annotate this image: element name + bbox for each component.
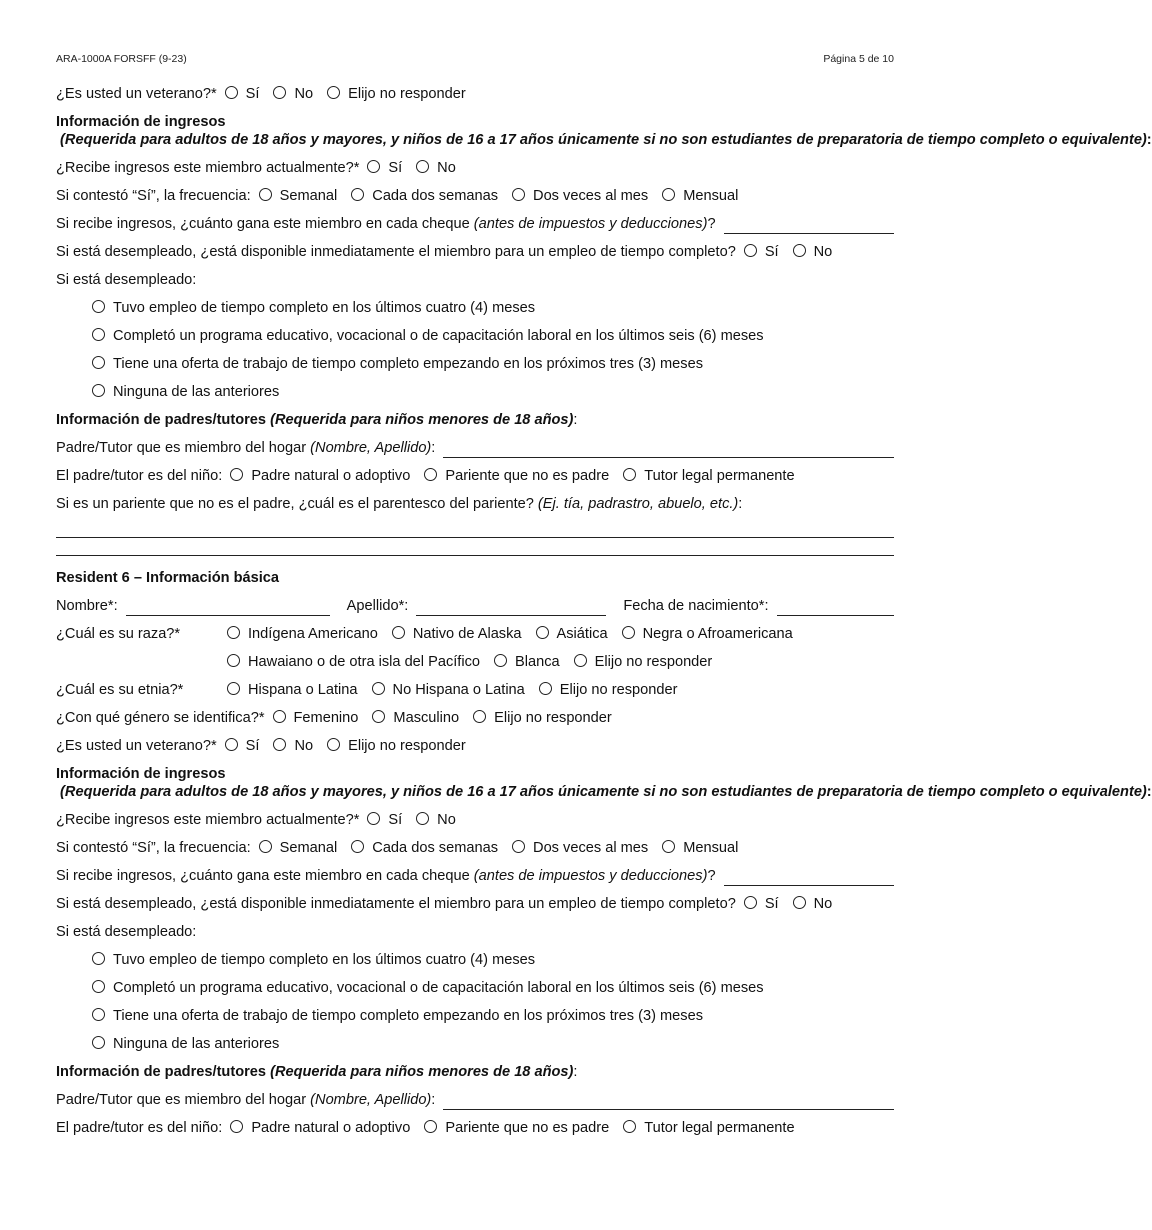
r6-available-no-radio[interactable] xyxy=(793,896,806,909)
r6-unemployed-opt2-label: Completó un programa educativo, vocacional o de capacitación laboral en los últimos seis (6) meses xyxy=(113,980,764,996)
relation-parent-radio[interactable] xyxy=(230,468,243,481)
veteran-yes-radio[interactable] xyxy=(225,86,238,99)
amount-label-note: (antes de impuestos y deducciones) xyxy=(473,216,708,232)
unemployed-opt2-label: Completó un programa educativo, vocacional o de capacitación laboral en los últimos seis (6) meses xyxy=(113,328,764,344)
r6-freq-weekly-label: Semanal xyxy=(279,840,338,856)
available-label: Si está desempleado, ¿está disponible inmediatamente el miembro para un empleo de tiempo completo? xyxy=(56,244,736,260)
r6-receives-no-radio[interactable] xyxy=(416,812,429,825)
last-name-field[interactable] xyxy=(416,601,606,616)
receives-yes-label: Sí xyxy=(388,160,403,176)
gender-female-label: Femenino xyxy=(293,710,359,726)
gender-prefer-not-label: Elijo no responder xyxy=(494,710,612,726)
freq-monthly-label: Mensual xyxy=(683,188,739,204)
income-heading-note: (Requerida para adultos de 18 años y mayores, y niños de 16 a 17 años únicamente si no son estudiantes de preparatoria de tiempo completo o equivalente) xyxy=(56,132,1147,148)
ethnicity-hispanic-label: Hispana o Latina xyxy=(248,682,358,698)
race-alaska-native-label: Nativo de Alaska xyxy=(412,626,522,642)
relation-row xyxy=(56,466,894,486)
r6-unemployed-label-row xyxy=(56,922,894,942)
r6-veteran-prefer-not-radio[interactable] xyxy=(327,738,340,751)
r6-relation-label: El padre/tutor es del niño: xyxy=(56,1120,223,1136)
r6-veteran-no-radio[interactable] xyxy=(273,738,286,751)
r6-unemployed-opt4-label: Ninguna de las anteriores xyxy=(113,1036,280,1052)
relation-relative-label: Pariente que no es padre xyxy=(445,468,610,484)
r6-guardian-member-row xyxy=(56,1090,894,1110)
gender-row xyxy=(56,708,894,728)
ethnicity-hispanic-radio[interactable] xyxy=(227,682,240,695)
r6-relation-guardian-label: Tutor legal permanente xyxy=(644,1120,795,1136)
r6-guardian-member-label: Padre/Tutor que es miembro del hogar xyxy=(56,1092,311,1108)
r6-relation-parent-label: Padre natural o adoptivo xyxy=(251,1120,411,1136)
unemployed-option-1 xyxy=(92,298,894,318)
r6-parents-heading-note: (Requerida para niños menores de 18 años) xyxy=(266,1064,574,1080)
receives-no-radio[interactable] xyxy=(416,160,429,173)
amount-label-end: ? xyxy=(707,216,716,232)
ethnicity-non-hispanic-label: No Hispana o Latina xyxy=(392,682,525,698)
unemployed-opt4-radio[interactable] xyxy=(92,384,105,397)
r6-frequency-label: Si contestó “Sí”, la frecuencia: xyxy=(56,840,251,856)
race-prefer-not-radio[interactable] xyxy=(574,654,587,667)
r6-veteran-yes-radio[interactable] xyxy=(225,738,238,751)
ethnicity-prefer-not-radio[interactable] xyxy=(539,682,552,695)
race-alaska-native-radio[interactable] xyxy=(392,626,405,639)
gender-female-radio[interactable] xyxy=(273,710,286,723)
gender-label: ¿Con qué género se identifica?* xyxy=(56,710,265,726)
name-row xyxy=(56,596,894,616)
r6-freq-biweekly-label: Cada dos semanas xyxy=(372,840,499,856)
relation-relative-radio[interactable] xyxy=(424,468,437,481)
r6-veteran-label: ¿Es usted un veterano?* xyxy=(56,738,217,754)
available-no-radio[interactable] xyxy=(793,244,806,257)
relative-row xyxy=(56,494,894,514)
last-name-label: Apellido*: xyxy=(346,598,409,614)
relation-parent-label: Padre natural o adoptivo xyxy=(251,468,411,484)
r6-amount-label-note: (antes de impuestos y deducciones) xyxy=(473,868,708,884)
relative-answer-line-2[interactable] xyxy=(56,555,894,556)
r6-available-yes-label: Sí xyxy=(764,896,779,912)
unemployed-option-4 xyxy=(92,382,894,402)
r6-available-yes-radio[interactable] xyxy=(744,896,757,909)
r6-freq-monthly-radio[interactable] xyxy=(662,840,675,853)
gender-male-label: Masculino xyxy=(393,710,460,726)
guardian-member-label: Padre/Tutor que es miembro del hogar xyxy=(56,440,311,456)
race-white-label: Blanca xyxy=(515,654,560,670)
r6-amount-field[interactable] xyxy=(724,871,894,886)
r6-unemployed-opt1-radio[interactable] xyxy=(92,952,105,965)
r6-unemployed-option-2 xyxy=(92,978,894,998)
resident6-heading xyxy=(56,568,894,588)
r6-unemployed-opt2-radio[interactable] xyxy=(92,980,105,993)
r6-veteran-prefer-not-label: Elijo no responder xyxy=(348,738,466,754)
race-options-1 xyxy=(227,624,894,644)
r6-receives-yes-label: Sí xyxy=(388,812,403,828)
relation-label: El padre/tutor es del niño: xyxy=(56,468,223,484)
r6-unemployed-opt4-radio[interactable] xyxy=(92,1036,105,1049)
relative-label: Si es un pariente que no es el padre, ¿cuál es el parentesco del pariente? xyxy=(56,496,538,512)
unemployed-opt3-radio[interactable] xyxy=(92,356,105,369)
relation-guardian-label: Tutor legal permanente xyxy=(644,468,795,484)
unemployed-opt1-label: Tuvo empleo de tiempo completo en los últimos cuatro (4) meses xyxy=(113,300,536,316)
r6-relation-relative-radio[interactable] xyxy=(424,1120,437,1133)
race-white-radio[interactable] xyxy=(494,654,507,667)
available-no-label: No xyxy=(813,244,833,260)
parents-heading xyxy=(56,410,894,430)
income-heading xyxy=(56,113,1152,149)
r6-receives-yes-radio[interactable] xyxy=(367,812,380,825)
r6-freq-monthly-label: Mensual xyxy=(683,840,739,856)
receives-yes-radio[interactable] xyxy=(367,160,380,173)
r6-parents-heading-title: Información de padres/tutores xyxy=(56,1064,267,1080)
unemployed-opt1-radio[interactable] xyxy=(92,300,105,313)
income-heading-title: Información de ingresos xyxy=(56,114,226,130)
amount-label: Si recibe ingresos, ¿cuánto gana este miembro en cada cheque xyxy=(56,216,474,232)
freq-weekly-label: Semanal xyxy=(279,188,338,204)
unemployed-opt4-label: Ninguna de las anteriores xyxy=(113,384,280,400)
amount-field[interactable] xyxy=(724,219,894,234)
r6-unemployed-opt1-label: Tuvo empleo de tiempo completo en los últimos cuatro (4) meses xyxy=(113,952,536,968)
parents-heading-colon: : xyxy=(573,412,578,428)
r6-amount-label-end: ? xyxy=(707,868,716,884)
r6-available-label: Si está desempleado, ¿está disponible inmediatamente el miembro para un empleo de tiempo completo? xyxy=(56,896,736,912)
race-label: ¿Cuál es su raza?* xyxy=(56,626,181,642)
frequency-label: Si contestó “Sí”, la frecuencia: xyxy=(56,188,251,204)
r6-freq-weekly-radio[interactable] xyxy=(259,840,272,853)
race-pacific-islander-radio[interactable] xyxy=(227,654,240,667)
r6-veteran-yes-label: Sí xyxy=(245,738,260,754)
r6-relation-parent-radio[interactable] xyxy=(230,1120,243,1133)
page-number: Página 5 de 10 xyxy=(823,53,894,65)
r6-veteran-no-label: No xyxy=(294,738,314,754)
r6-guardian-member-note: (Nombre, Apellido) xyxy=(310,1092,432,1108)
unemployed-label: Si está desempleado: xyxy=(56,272,197,288)
income-heading-colon: : xyxy=(1146,132,1152,148)
r6-available-row xyxy=(56,894,894,914)
receives-no-label: No xyxy=(437,160,456,176)
veteran-label: ¿Es usted un veterano?* xyxy=(56,86,217,102)
freq-weekly-radio[interactable] xyxy=(259,188,272,201)
race-black-label: Negra o Afroamericana xyxy=(642,626,793,642)
veteran-no-label: No xyxy=(294,86,314,102)
race-pacific-islander-label: Hawaiano o de otra isla del Pacífico xyxy=(248,654,481,670)
veteran-question-row xyxy=(56,84,894,104)
r6-relation-row xyxy=(56,1118,894,1138)
r6-unemployed-option-1 xyxy=(92,950,894,970)
r6-parents-heading xyxy=(56,1062,894,1082)
r6-parents-heading-colon: : xyxy=(573,1064,578,1080)
available-row xyxy=(56,242,894,262)
unemployed-option-3 xyxy=(92,354,894,374)
guardian-member-note: (Nombre, Apellido) xyxy=(310,440,432,456)
freq-biweekly-radio[interactable] xyxy=(351,188,364,201)
r6-receives-income-label: ¿Recibe ingresos este miembro actualmente?* xyxy=(56,812,360,828)
race-native-american-label: Indígena Americano xyxy=(248,626,378,642)
r6-relation-guardian-radio[interactable] xyxy=(623,1120,636,1133)
relative-label-colon: : xyxy=(738,496,743,512)
r6-income-heading-colon: : xyxy=(1146,784,1152,800)
race-asian-radio[interactable] xyxy=(536,626,549,639)
parents-heading-title: Información de padres/tutores xyxy=(56,412,267,428)
guardian-member-row xyxy=(56,438,894,458)
r6-unemployed-opt3-label: Tiene una oferta de trabajo de tiempo completo empezando en los próximos tres (3) meses xyxy=(113,1008,704,1024)
r6-available-no-label: No xyxy=(813,896,833,912)
r6-veteran-row xyxy=(56,736,894,756)
race-prefer-not-label: Elijo no responder xyxy=(594,654,713,670)
relative-label-note: (Ej. tía, padrastro, abuelo, etc.) xyxy=(537,496,739,512)
form-id: ARA-1000A FORSFF (9-23) xyxy=(56,53,187,65)
ethnicity-non-hispanic-radio[interactable] xyxy=(372,682,385,695)
r6-amount-label: Si recibe ingresos, ¿cuánto gana este miembro en cada cheque xyxy=(56,868,474,884)
race-native-american-radio[interactable] xyxy=(227,626,240,639)
race-black-radio[interactable] xyxy=(622,626,635,639)
race-asian-label: Asiática xyxy=(556,626,608,642)
dob-field[interactable] xyxy=(777,601,894,616)
first-name-label: Nombre*: xyxy=(56,598,118,614)
parents-heading-note: (Requerida para niños menores de 18 años) xyxy=(266,412,574,428)
ethnicity-label: ¿Cuál es su etnia?* xyxy=(56,682,184,698)
r6-freq-semimonthly-radio[interactable] xyxy=(512,840,525,853)
r6-amount-row xyxy=(56,866,894,886)
amount-row xyxy=(56,214,894,234)
r6-unemployed-label: Si está desempleado: xyxy=(56,924,197,940)
freq-semimonthly-radio[interactable] xyxy=(512,188,525,201)
r6-freq-biweekly-radio[interactable] xyxy=(351,840,364,853)
available-yes-radio[interactable] xyxy=(744,244,757,257)
r6-freq-semimonthly-label: Dos veces al mes xyxy=(533,840,649,856)
r6-income-heading-title: Información de ingresos xyxy=(56,766,226,782)
freq-semimonthly-label: Dos veces al mes xyxy=(533,188,649,204)
r6-receives-income-row xyxy=(56,810,894,830)
gender-male-radio[interactable] xyxy=(372,710,385,723)
first-name-field[interactable] xyxy=(126,601,330,616)
veteran-prefer-not-label: Elijo no responder xyxy=(348,86,466,102)
freq-biweekly-label: Cada dos semanas xyxy=(372,188,499,204)
freq-monthly-radio[interactable] xyxy=(662,188,675,201)
unemployed-opt2-radio[interactable] xyxy=(92,328,105,341)
ethnicity-options xyxy=(227,680,894,700)
r6-unemployed-option-4 xyxy=(92,1034,894,1054)
available-yes-label: Sí xyxy=(764,244,779,260)
r6-unemployed-opt3-radio[interactable] xyxy=(92,1008,105,1021)
veteran-prefer-not-radio[interactable] xyxy=(327,86,340,99)
r6-guardian-member-field[interactable] xyxy=(443,1095,894,1110)
guardian-member-field[interactable] xyxy=(443,443,894,458)
r6-frequency-row xyxy=(56,838,894,858)
receives-income-row xyxy=(56,158,894,178)
r6-guardian-member-colon: : xyxy=(431,1092,436,1108)
resident6-title: Resident 6 – Información básica xyxy=(56,570,280,586)
veteran-yes-label: Sí xyxy=(245,86,260,102)
r6-income-heading xyxy=(56,765,1152,801)
r6-income-heading-note: (Requerida para adultos de 18 años y mayores, y niños de 16 a 17 años únicamente si no son estudiantes de preparatoria de tiempo completo o equivalente) xyxy=(56,784,1147,800)
frequency-row xyxy=(56,186,894,206)
veteran-no-radio[interactable] xyxy=(273,86,286,99)
race-options-2 xyxy=(227,652,894,672)
receives-income-label: ¿Recibe ingresos este miembro actualmente?* xyxy=(56,160,360,176)
unemployed-opt3-label: Tiene una oferta de trabajo de tiempo completo empezando en los próximos tres (3) meses xyxy=(113,356,704,372)
r6-receives-no-label: No xyxy=(437,812,456,828)
r6-unemployed-option-3 xyxy=(92,1006,894,1026)
relative-answer-line-1[interactable] xyxy=(56,537,894,538)
dob-label: Fecha de nacimiento*: xyxy=(623,598,769,614)
gender-prefer-not-radio[interactable] xyxy=(473,710,486,723)
unemployed-label-row xyxy=(56,270,894,290)
relation-guardian-radio[interactable] xyxy=(623,468,636,481)
ethnicity-prefer-not-label: Elijo no responder xyxy=(559,682,678,698)
guardian-member-colon: : xyxy=(431,440,436,456)
unemployed-option-2 xyxy=(92,326,894,346)
r6-relation-relative-label: Pariente que no es padre xyxy=(445,1120,610,1136)
